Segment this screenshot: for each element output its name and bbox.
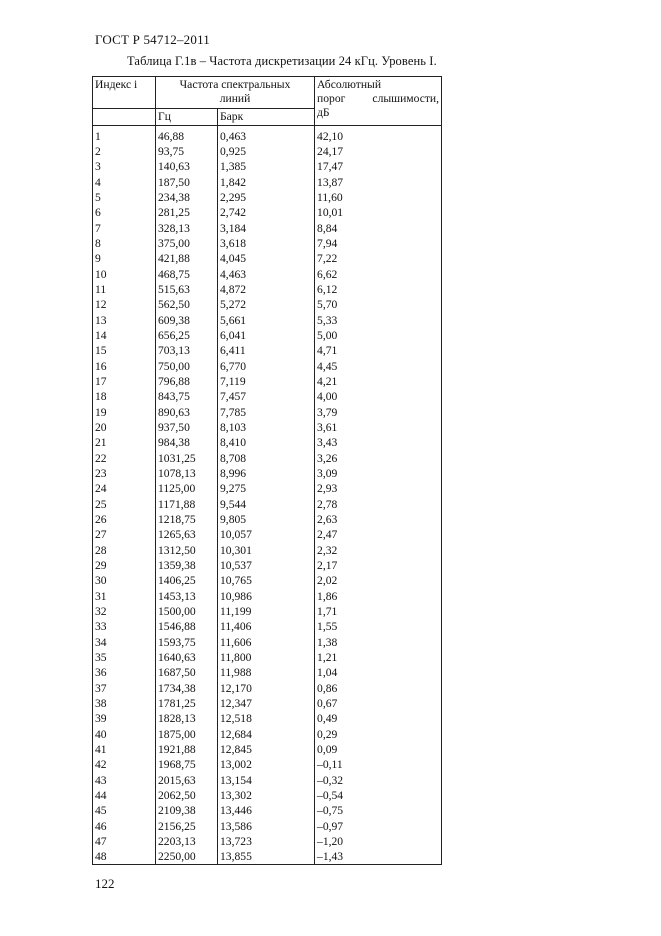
frequency-hz-cell: 1171,88 (156, 497, 218, 512)
table-row (93, 757, 442, 772)
table-row (93, 236, 442, 251)
frequency-bark-cell: 8,996 (218, 466, 315, 481)
table-row (93, 558, 442, 573)
frequency-bark-cell: 10,986 (218, 589, 315, 604)
frequency-hz-cell: 93,75 (156, 144, 218, 159)
threshold-db-cell: 1,86 (315, 589, 442, 604)
index-cell: 26 (93, 512, 156, 527)
column-header-threshold-word-slyshimosti: слышимости, (372, 92, 440, 105)
table-row (93, 849, 442, 865)
table-row (93, 788, 442, 803)
frequency-hz-cell: 1640,63 (156, 650, 218, 665)
frequency-hz-cell: 421,88 (156, 251, 218, 266)
index-cell: 16 (93, 359, 156, 374)
frequency-bark-cell: 13,723 (218, 834, 315, 849)
frequency-bark-cell: 12,347 (218, 696, 315, 711)
index-cell: 31 (93, 589, 156, 604)
frequency-hz-cell: 1921,88 (156, 742, 218, 757)
threshold-db-cell: 4,45 (315, 359, 442, 374)
frequency-hz-cell: 843,75 (156, 389, 218, 404)
index-cell: 27 (93, 527, 156, 542)
threshold-db-cell: –1,43 (315, 849, 442, 865)
frequency-hz-cell: 1734,38 (156, 680, 218, 695)
frequency-bark-cell: 10,301 (218, 543, 315, 558)
threshold-db-cell: 7,94 (315, 236, 442, 251)
index-cell: 38 (93, 696, 156, 711)
index-cell: 24 (93, 481, 156, 496)
table-row (93, 405, 442, 420)
frequency-hz-cell: 1593,75 (156, 635, 218, 650)
threshold-db-cell: –0,32 (315, 772, 442, 787)
frequency-hz-cell: 1031,25 (156, 451, 218, 466)
frequency-bark-cell: 4,463 (218, 267, 315, 282)
frequency-hz-cell: 1546,88 (156, 619, 218, 634)
table-row (93, 650, 442, 665)
frequency-hz-cell: 703,13 (156, 343, 218, 358)
table-row (93, 126, 442, 145)
frequency-bark-cell: 8,410 (218, 435, 315, 450)
frequency-hz-cell: 2156,25 (156, 818, 218, 833)
threshold-db-cell: 4,00 (315, 389, 442, 404)
table-header-row (93, 77, 442, 109)
index-cell: 17 (93, 374, 156, 389)
frequency-hz-cell: 1312,50 (156, 543, 218, 558)
column-header-threshold-line1: Абсолютный (317, 78, 382, 91)
table-row (93, 343, 442, 358)
index-cell: 30 (93, 573, 156, 588)
index-cell: 45 (93, 803, 156, 818)
frequency-hz-cell: 1687,50 (156, 665, 218, 680)
frequency-bark-cell: 13,446 (218, 803, 315, 818)
index-cell: 1 (93, 126, 156, 145)
threshold-db-cell: 2,02 (315, 573, 442, 588)
threshold-db-cell: 2,63 (315, 512, 442, 527)
frequency-bark-cell: 13,586 (218, 818, 315, 833)
threshold-db-cell: –0,75 (315, 803, 442, 818)
threshold-db-cell: 1,71 (315, 604, 442, 619)
index-cell: 28 (93, 543, 156, 558)
index-cell: 2 (93, 144, 156, 159)
frequency-bark-cell: 4,872 (218, 282, 315, 297)
index-cell: 34 (93, 635, 156, 650)
frequency-bark-cell: 2,742 (218, 205, 315, 220)
table-row (93, 512, 442, 527)
frequency-hz-cell: 1500,00 (156, 604, 218, 619)
table-row (93, 389, 442, 404)
table-row (93, 221, 442, 236)
frequency-bark-cell: 10,765 (218, 573, 315, 588)
index-cell: 25 (93, 497, 156, 512)
index-cell: 13 (93, 313, 156, 328)
frequency-bark-cell: 11,606 (218, 635, 315, 650)
threshold-db-cell: 2,93 (315, 481, 442, 496)
threshold-db-cell: 0,09 (315, 742, 442, 757)
index-cell: 36 (93, 665, 156, 680)
threshold-db-cell: 24,17 (315, 144, 442, 159)
table-row (93, 589, 442, 604)
index-cell: 12 (93, 297, 156, 312)
frequency-hz-cell: 937,50 (156, 420, 218, 435)
frequency-hz-cell: 375,00 (156, 236, 218, 251)
table-caption: Таблица Г.1в – Частота дискретизации 24 кГц. Уровень I. (127, 54, 437, 68)
column-header-threshold-word-porog: порог (317, 92, 346, 105)
frequency-hz-cell: 1218,75 (156, 512, 218, 527)
frequency-bark-cell: 2,295 (218, 190, 315, 205)
page-number: 122 (95, 876, 115, 891)
frequency-hz-cell: 1265,63 (156, 527, 218, 542)
frequency-hz-cell: 984,38 (156, 435, 218, 450)
column-header-bark: Барк (218, 109, 315, 126)
table-row (93, 374, 442, 389)
table-row (93, 267, 442, 282)
threshold-db-cell: 13,87 (315, 175, 442, 190)
threshold-db-cell: 2,78 (315, 497, 442, 512)
table-row (93, 313, 442, 328)
table-row (93, 619, 442, 634)
threshold-db-cell: 3,43 (315, 435, 442, 450)
index-cell: 8 (93, 236, 156, 251)
table-row (93, 420, 442, 435)
threshold-db-cell: 0,29 (315, 726, 442, 741)
frequency-bark-cell: 5,272 (218, 297, 315, 312)
index-cell: 20 (93, 420, 156, 435)
frequency-hz-cell: 1875,00 (156, 726, 218, 741)
frequency-hz-cell: 2015,63 (156, 772, 218, 787)
threshold-db-cell: –1,20 (315, 834, 442, 849)
index-cell: 48 (93, 849, 156, 865)
threshold-db-cell: 0,86 (315, 680, 442, 695)
threshold-db-cell: 2,32 (315, 543, 442, 558)
threshold-db-cell: 1,21 (315, 650, 442, 665)
threshold-db-cell: 10,01 (315, 205, 442, 220)
frequency-hz-cell: 2203,13 (156, 834, 218, 849)
table-row (93, 696, 442, 711)
frequency-bark-cell: 11,406 (218, 619, 315, 634)
index-cell: 42 (93, 757, 156, 772)
frequency-bark-cell: 12,170 (218, 680, 315, 695)
frequency-bark-cell: 8,708 (218, 451, 315, 466)
frequency-hz-cell: 46,88 (156, 126, 218, 145)
frequency-bark-cell: 10,057 (218, 527, 315, 542)
threshold-db-cell: 8,84 (315, 221, 442, 236)
frequency-bark-cell: 12,845 (218, 742, 315, 757)
threshold-db-cell: 3,09 (315, 466, 442, 481)
column-header-frequency-line1: Частота спектральных (179, 78, 291, 91)
index-cell: 5 (93, 190, 156, 205)
index-cell: 47 (93, 834, 156, 849)
frequency-bark-cell: 9,544 (218, 497, 315, 512)
table-row (93, 726, 442, 741)
threshold-db-cell: –0,54 (315, 788, 442, 803)
table-row (93, 772, 442, 787)
table-row (93, 834, 442, 849)
column-header-threshold (315, 77, 442, 126)
index-cell: 3 (93, 159, 156, 174)
column-header-frequency-line2: линий (219, 92, 251, 105)
index-cell: 44 (93, 788, 156, 803)
table-row (93, 297, 442, 312)
threshold-db-cell: 6,62 (315, 267, 442, 282)
index-cell: 33 (93, 619, 156, 634)
table-row (93, 527, 442, 542)
table-row (93, 665, 442, 680)
table-row (93, 435, 442, 450)
table-row (93, 144, 442, 159)
threshold-db-cell: 2,47 (315, 527, 442, 542)
index-cell: 14 (93, 328, 156, 343)
column-header-hz: Гц (156, 109, 218, 126)
table-row (93, 159, 442, 174)
threshold-db-cell: 17,47 (315, 159, 442, 174)
index-cell: 22 (93, 451, 156, 466)
frequency-hz-cell: 2250,00 (156, 849, 218, 865)
frequency-hz-cell: 1078,13 (156, 466, 218, 481)
column-header-threshold-line3: дБ (317, 106, 330, 119)
table-row (93, 604, 442, 619)
table-row (93, 481, 442, 496)
threshold-db-cell: 5,33 (315, 313, 442, 328)
table-row (93, 451, 442, 466)
threshold-db-cell: 5,70 (315, 297, 442, 312)
threshold-db-cell: –0,97 (315, 818, 442, 833)
frequency-bark-cell: 7,785 (218, 405, 315, 420)
frequency-bark-cell: 9,275 (218, 481, 315, 496)
table-row (93, 573, 442, 588)
frequency-hz-cell: 1359,38 (156, 558, 218, 573)
frequency-bark-cell: 4,045 (218, 251, 315, 266)
frequency-bark-cell: 13,855 (218, 849, 315, 865)
column-header-frequency (156, 77, 315, 109)
threshold-db-cell: 3,61 (315, 420, 442, 435)
frequency-bark-cell: 7,119 (218, 374, 315, 389)
threshold-db-cell: 1,55 (315, 619, 442, 634)
index-cell: 6 (93, 205, 156, 220)
table-row (93, 190, 442, 205)
table-row (93, 359, 442, 374)
index-cell: 10 (93, 267, 156, 282)
frequency-bark-cell: 3,184 (218, 221, 315, 236)
index-cell: 23 (93, 466, 156, 481)
threshold-db-cell: 1,04 (315, 665, 442, 680)
frequency-hz-cell: 328,13 (156, 221, 218, 236)
frequency-bark-cell: 11,988 (218, 665, 315, 680)
threshold-db-cell: 7,22 (315, 251, 442, 266)
frequency-bark-cell: 11,800 (218, 650, 315, 665)
frequency-bark-cell: 12,518 (218, 711, 315, 726)
index-cell: 37 (93, 680, 156, 695)
frequency-hz-cell: 1828,13 (156, 711, 218, 726)
threshold-db-cell: 5,00 (315, 328, 442, 343)
frequency-hz-cell: 609,38 (156, 313, 218, 328)
frequency-bark-cell: 0,925 (218, 144, 315, 159)
frequency-bark-cell: 6,411 (218, 343, 315, 358)
index-cell: 35 (93, 650, 156, 665)
threshold-db-cell: 11,60 (315, 190, 442, 205)
frequency-bark-cell: 9,805 (218, 512, 315, 527)
table-row (93, 803, 442, 818)
column-header-index: Индекс i (93, 77, 156, 109)
frequency-bark-cell: 11,199 (218, 604, 315, 619)
frequency-bark-cell: 1,385 (218, 159, 315, 174)
frequency-bark-cell: 6,041 (218, 328, 315, 343)
table-row (93, 742, 442, 757)
frequency-bark-cell: 6,770 (218, 359, 315, 374)
index-cell: 19 (93, 405, 156, 420)
index-cell: 4 (93, 175, 156, 190)
frequency-hz-cell: 281,25 (156, 205, 218, 220)
table-row (93, 205, 442, 220)
index-cell: 40 (93, 726, 156, 741)
index-cell: 43 (93, 772, 156, 787)
threshold-db-cell: 4,21 (315, 374, 442, 389)
frequency-hz-cell: 796,88 (156, 374, 218, 389)
frequency-hz-cell: 468,75 (156, 267, 218, 282)
index-cell: 29 (93, 558, 156, 573)
frequency-hz-cell: 1406,25 (156, 573, 218, 588)
frequency-hz-cell: 562,50 (156, 297, 218, 312)
frequency-hz-cell: 1453,13 (156, 589, 218, 604)
table-row (93, 175, 442, 190)
table-row (93, 497, 442, 512)
frequency-bark-cell: 1,842 (218, 175, 315, 190)
index-cell: 41 (93, 742, 156, 757)
frequency-bark-cell: 13,154 (218, 772, 315, 787)
index-cell: 39 (93, 711, 156, 726)
frequency-hz-cell: 515,63 (156, 282, 218, 297)
frequency-hz-cell: 187,50 (156, 175, 218, 190)
index-cell: 18 (93, 389, 156, 404)
frequency-hz-cell: 750,00 (156, 359, 218, 374)
document-header: ГОСТ Р 54712–2011 (95, 32, 210, 47)
frequency-bark-cell: 3,618 (218, 236, 315, 251)
table-row (93, 680, 442, 695)
frequency-hz-cell: 1968,75 (156, 757, 218, 772)
table-row (93, 635, 442, 650)
threshold-db-cell: 42,10 (315, 126, 442, 145)
column-header-threshold-line2 (317, 92, 439, 106)
table-row (93, 543, 442, 558)
threshold-db-cell: 4,71 (315, 343, 442, 358)
table-row (93, 282, 442, 297)
frequency-bark-cell: 13,002 (218, 757, 315, 772)
index-cell: 46 (93, 818, 156, 833)
frequency-hz-cell: 140,63 (156, 159, 218, 174)
frequency-hz-cell: 890,63 (156, 405, 218, 420)
frequency-bark-cell: 8,103 (218, 420, 315, 435)
data-table (92, 76, 442, 865)
table-row (93, 328, 442, 343)
table-row (93, 466, 442, 481)
threshold-db-cell: –0,11 (315, 757, 442, 772)
frequency-bark-cell: 10,537 (218, 558, 315, 573)
frequency-hz-cell: 1125,00 (156, 481, 218, 496)
threshold-db-cell: 3,26 (315, 451, 442, 466)
frequency-bark-cell: 0,463 (218, 126, 315, 145)
threshold-db-cell: 0,49 (315, 711, 442, 726)
threshold-db-cell: 6,12 (315, 282, 442, 297)
table-body (93, 126, 442, 865)
frequency-hz-cell: 234,38 (156, 190, 218, 205)
index-cell: 15 (93, 343, 156, 358)
frequency-bark-cell: 7,457 (218, 389, 315, 404)
table-row (93, 818, 442, 833)
index-cell: 21 (93, 435, 156, 450)
frequency-bark-cell: 5,661 (218, 313, 315, 328)
table-row (93, 251, 442, 266)
frequency-hz-cell: 1781,25 (156, 696, 218, 711)
threshold-db-cell: 3,79 (315, 405, 442, 420)
frequency-hz-cell: 2062,50 (156, 788, 218, 803)
index-cell: 7 (93, 221, 156, 236)
frequency-bark-cell: 12,684 (218, 726, 315, 741)
index-cell: 9 (93, 251, 156, 266)
threshold-db-cell: 2,17 (315, 558, 442, 573)
frequency-bark-cell: 13,302 (218, 788, 315, 803)
frequency-hz-cell: 2109,38 (156, 803, 218, 818)
column-header-index-empty (93, 109, 156, 126)
index-cell: 32 (93, 604, 156, 619)
threshold-db-cell: 1,38 (315, 635, 442, 650)
index-cell: 11 (93, 282, 156, 297)
table-row (93, 711, 442, 726)
frequency-hz-cell: 656,25 (156, 328, 218, 343)
threshold-db-cell: 0,67 (315, 696, 442, 711)
